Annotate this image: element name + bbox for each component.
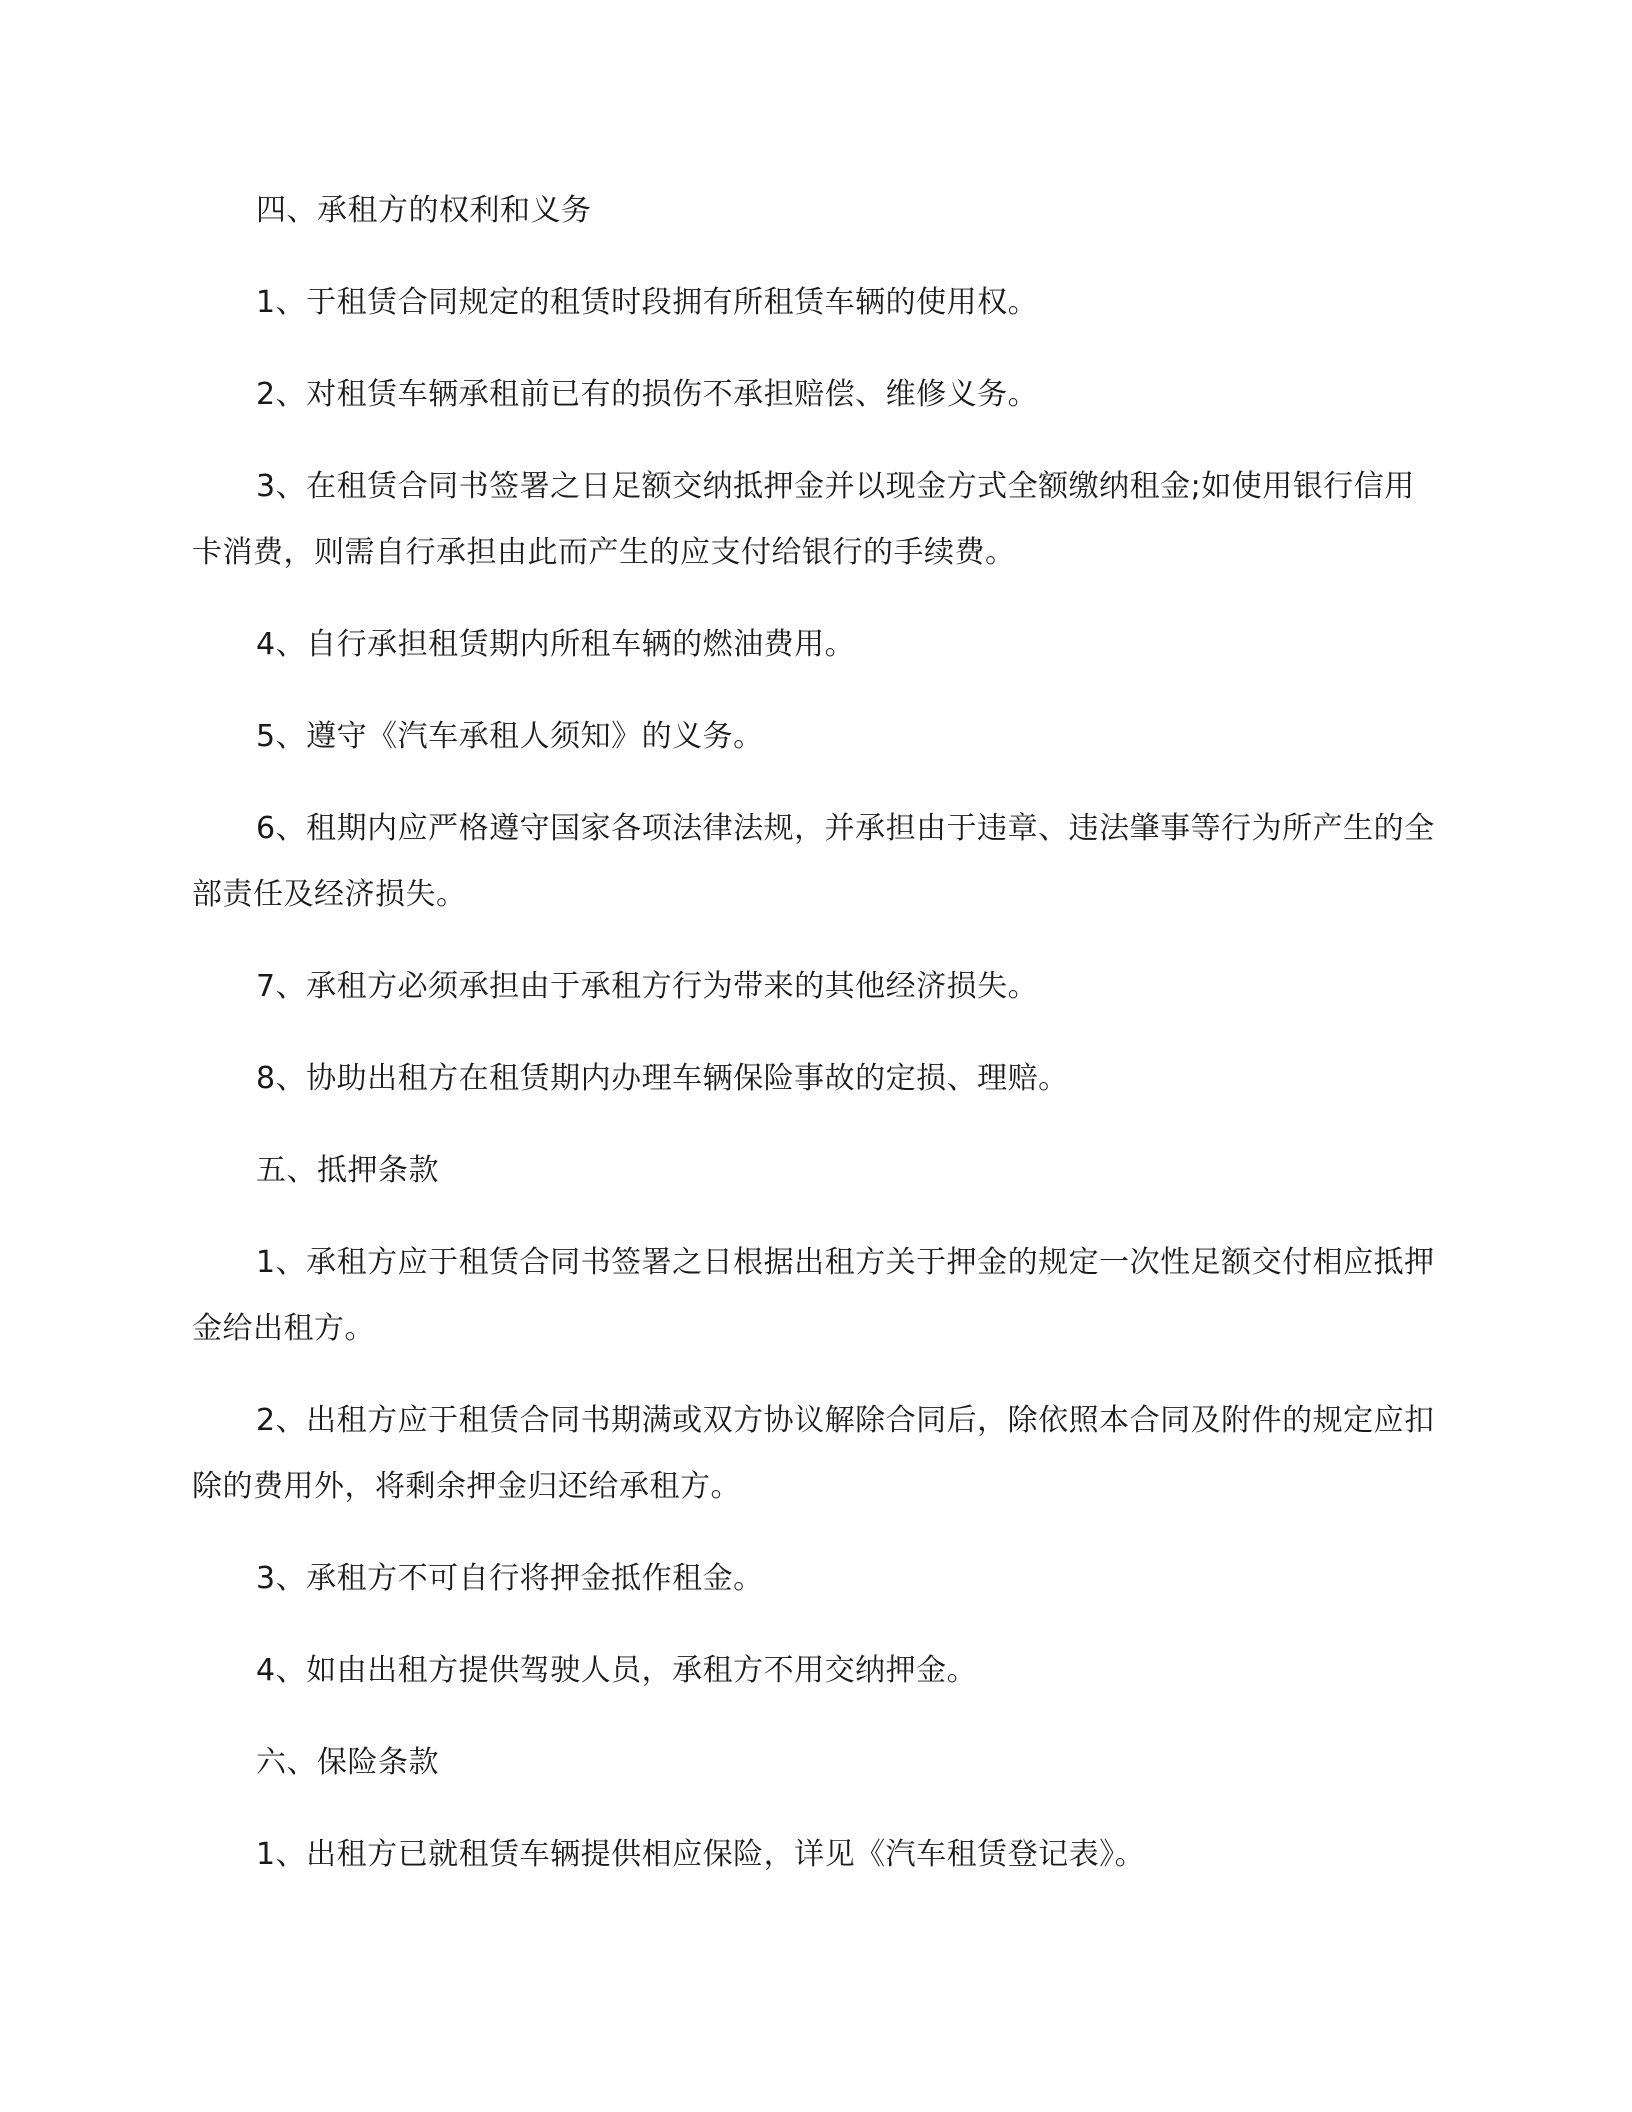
clause-4-3: 3、在租赁合同书签署之日足额交纳抵押金并以现金方式全额缴纳租金;如使用银行信用卡消费，则需自行承担由此而产生的应支付给银行的手续费。 bbox=[192, 469, 1415, 570]
section-heading-insurance: 六、保险条款 bbox=[256, 1745, 439, 1780]
clause-5-3: 3、承租方不可自行将押金抵作租金。 bbox=[256, 1561, 764, 1596]
section-heading-lessee-rights: 四、承租方的权利和义务 bbox=[256, 193, 592, 228]
clause-4-1: 1、于租赁合同规定的租赁时段拥有所租赁车辆的使用权。 bbox=[256, 285, 1039, 320]
clause-4-2: 2、对租赁车辆承租前已有的损伤不承担赔偿、维修义务。 bbox=[256, 377, 1039, 412]
clause-5-4: 4、如由出租方提供驾驶人员，承租方不用交纳押金。 bbox=[256, 1653, 978, 1688]
clause-4-8: 8、协助出租方在租赁期内办理车辆保险事故的定损、理赔。 bbox=[256, 1061, 1069, 1096]
clause-6-1: 1、出租方已就租赁车辆提供相应保险，详见《汽车租赁登记表》。 bbox=[256, 1837, 1146, 1872]
clause-4-6: 6、租期内应严格遵守国家各项法律法规，并承担由于违章、违法肇事等行为所产生的全部责任及经济损失。 bbox=[192, 811, 1435, 912]
clause-4-7: 7、承租方必须承担由于承租方行为带来的其他经济损失。 bbox=[256, 969, 1039, 1004]
clause-5-1: 1、承租方应于租赁合同书签署之日根据出租方关于押金的规定一次性足额交付相应抵押金给出租方。 bbox=[192, 1245, 1435, 1346]
clause-4-5: 5、遵守《汽车承租人须知》的义务。 bbox=[256, 719, 764, 754]
clause-5-2: 2、出租方应于租赁合同书期满或双方协议解除合同后，除依照本合同及附件的规定应扣除的费用外，将剩余押金归还给承租方。 bbox=[192, 1403, 1435, 1504]
clause-4-4: 4、自行承担租赁期内所租车辆的燃油费用。 bbox=[256, 627, 856, 662]
section-heading-deposit: 五、抵押条款 bbox=[256, 1153, 439, 1188]
